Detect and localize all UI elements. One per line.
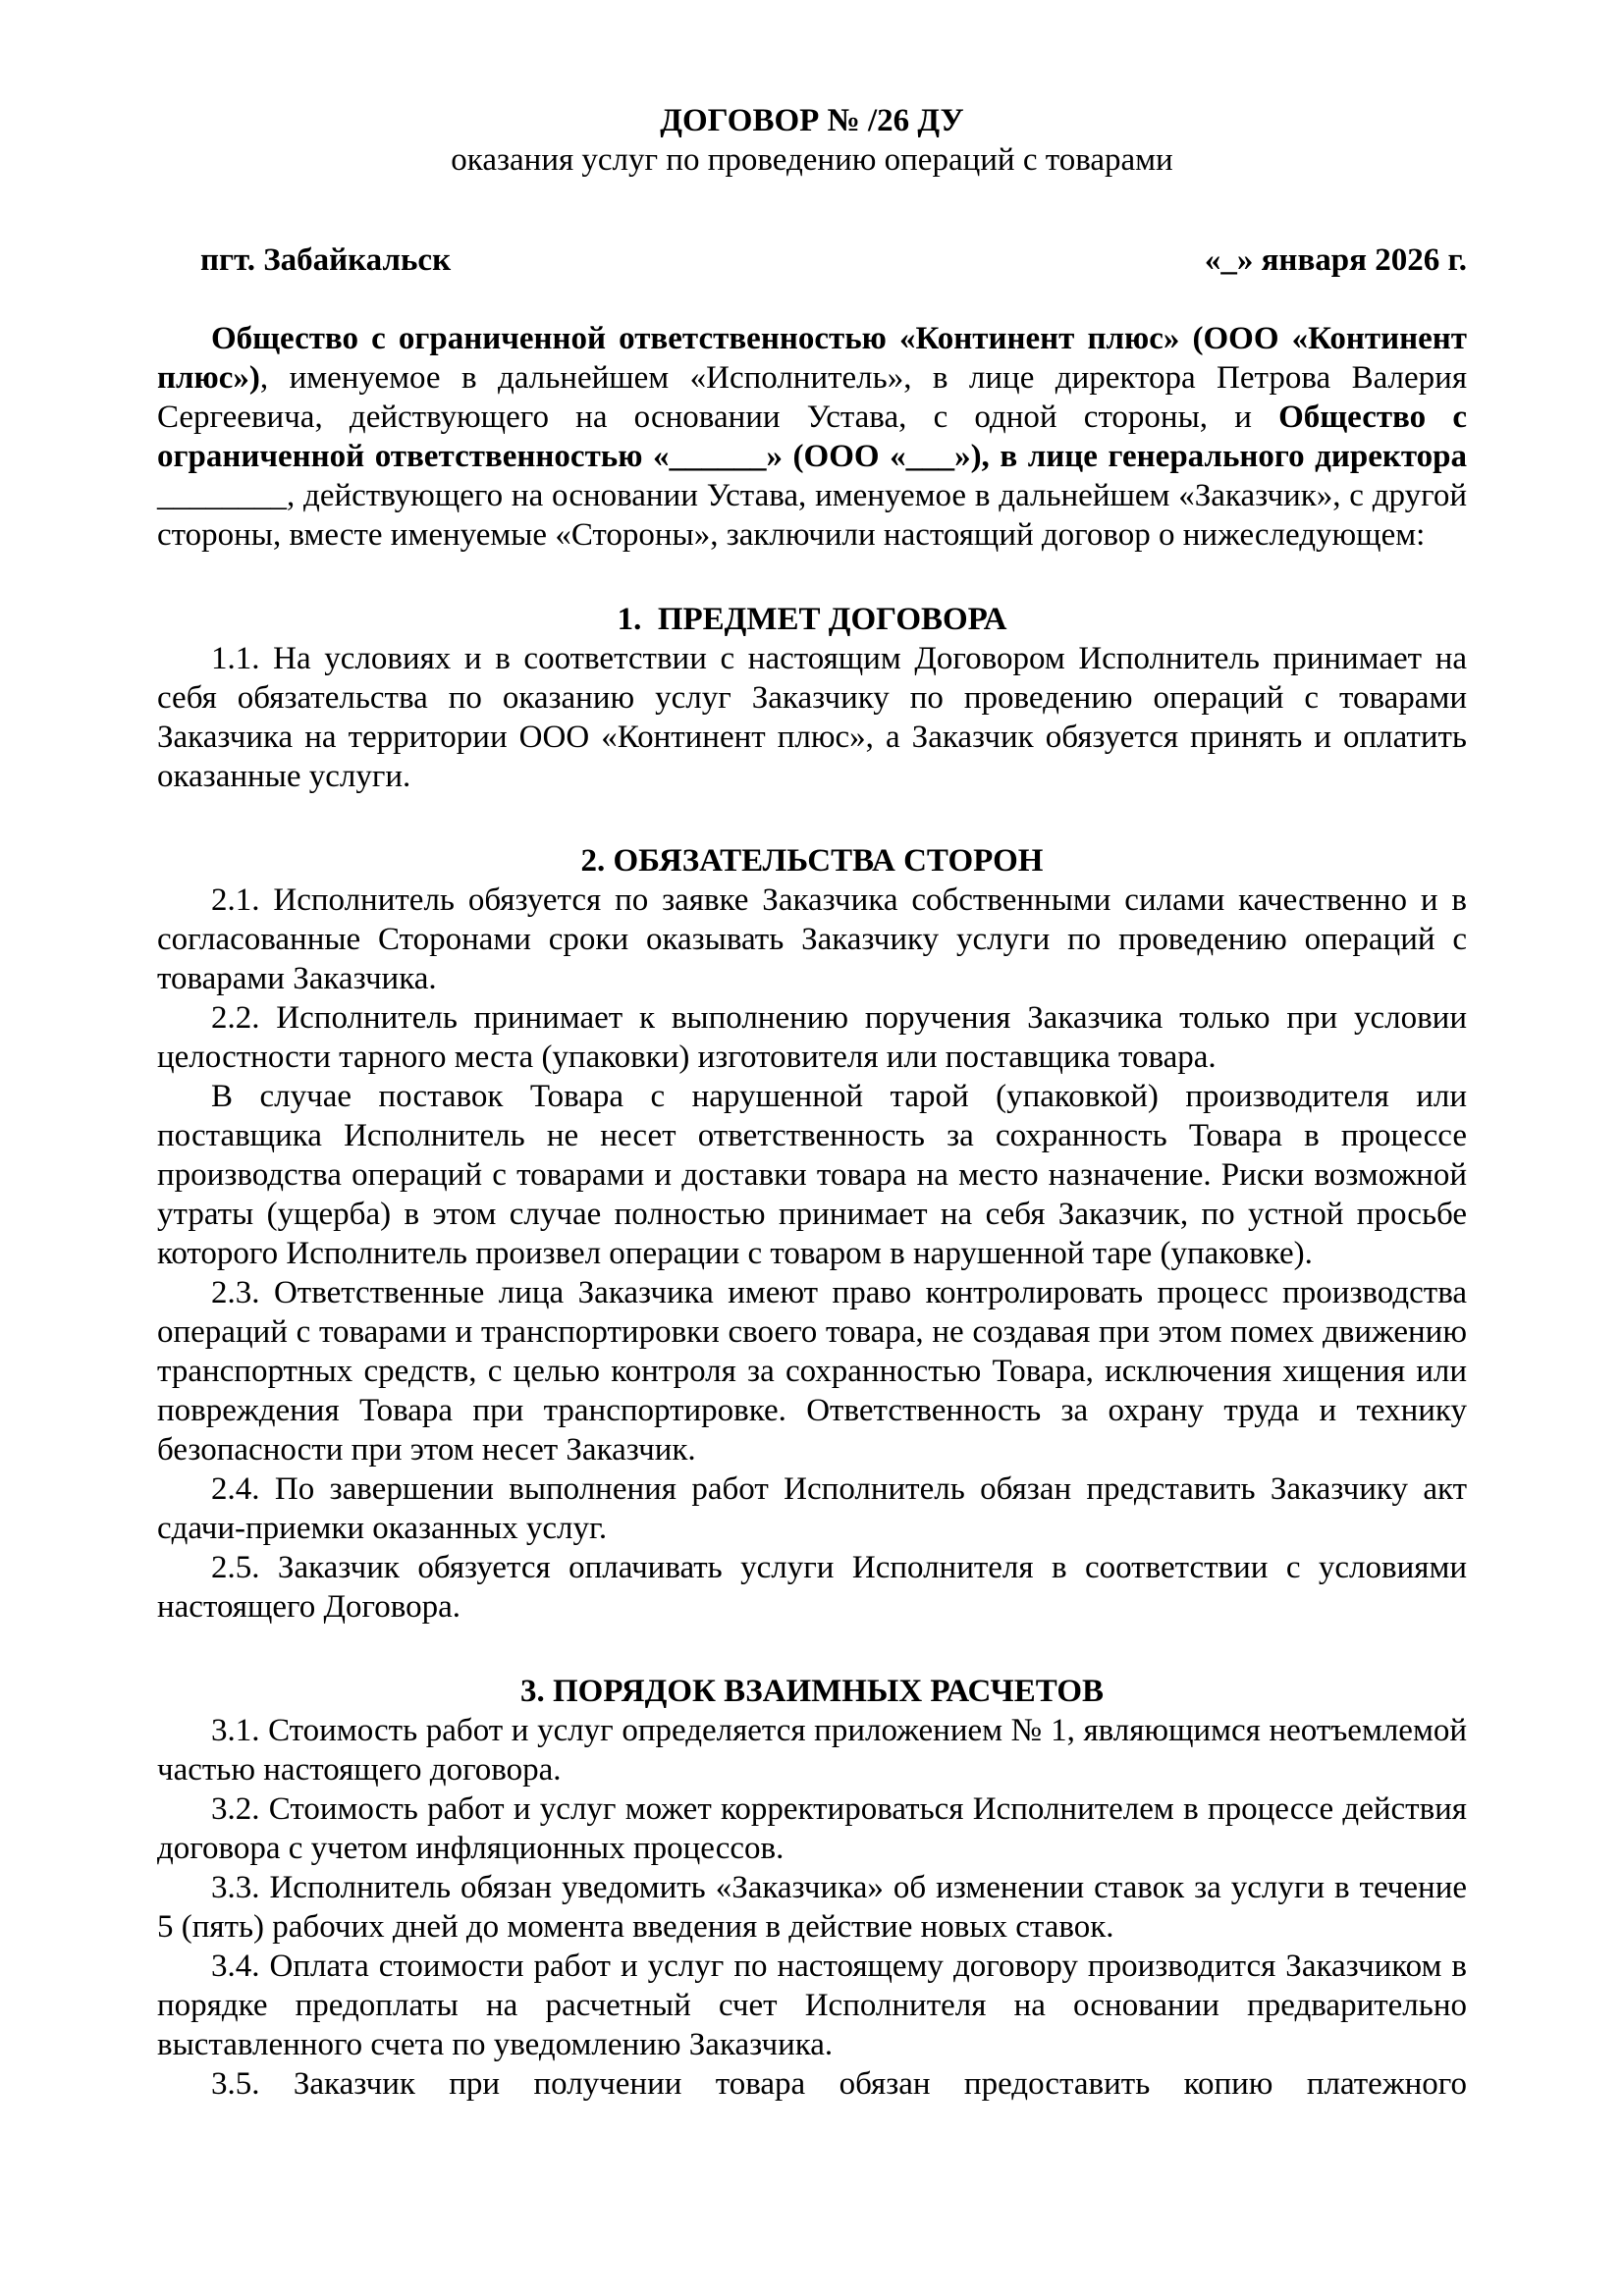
clause-2-2: 2.2. Исполнитель принимает к выполнению поручения Заказчика только при условии целостности тарного места (упаковки) изготовителя или поставщика товара.	[157, 1000, 1467, 1075]
section-heading-3: 3. ПОРЯДОК ВЗАИМНЫХ РАСЧЕТОВ	[519, 1674, 1105, 1709]
clause-2-5: 2.5. Заказчик обязуется оплачивать услуги Исполнителя в соответствии с условиями настоящего Договора.	[157, 1550, 1467, 1625]
preamble-text-customer: ________, действующего на основании Устава, именуемое в дальнейшем «Заказчик», с другой стороны, вместе именуемые «Стороны», заключили настоящий договор о нижеследующем:	[157, 478, 1467, 553]
clause-3-3: 3.3. Исполнитель обязан уведомить «Заказчика» об изменении ставок за услуги в течение 5 (пять) рабочих дней до момента введения в действие новых ставок.	[157, 1870, 1467, 1945]
clause-2-1: 2.1. Исполнитель обязуется по заявке Заказчика собственными силами качественно и в согласованные Сторонами сроки оказывать Заказчику услуги по проведению операций с товарами Заказчика.	[157, 882, 1467, 996]
date-label: «_» января 2026 г.	[1204, 242, 1467, 278]
clause-2-3: 2.3. Ответственные лица Заказчика имеют право контролировать процесс производства операций с товарами и транспортировки своего товара, не создавая при этом помех движению транспортных средств, с целью контроля за сохранностью Товара, исключения хищения или повреждения Товара при транспортировке. Ответственность за охрану труда и технику безопасности при этом несет Заказчик.	[157, 1275, 1467, 1468]
section-heading-1: 1. ПРЕДМЕТ ДОГОВОРА	[617, 602, 1007, 637]
section-heading-2: 2. ОБЯЗАТЕЛЬСТВА СТОРОН	[580, 843, 1044, 879]
preamble-bold-customer: Общество с ограниченной ответственностью «______» (ООО «___»), в лице генерального директора	[157, 400, 1467, 474]
preamble-bold-executor: Общество с ограниченной ответственностью «Континент плюс» (ООО «Континент плюс»)	[157, 321, 1467, 396]
document-title: ДОГОВОР № /26 ДУ	[660, 103, 964, 138]
document-subtitle: оказания услуг по проведению операций с товарами	[451, 142, 1173, 178]
clause-3-5: 3.5. Заказчик при получении товара обязан предоставить копию платежного	[211, 2066, 1467, 2102]
place-date-row	[157, 240, 1467, 280]
place-label: пгт. Забайкальск	[200, 242, 452, 278]
preamble-text-executor: , именуемое в дальнейшем «Исполнитель», в лице директора Петрова Валерия Сергеевича, действующего на основании Устава, с одной стороны, и	[157, 360, 1467, 435]
clause-2-4: 2.4. По завершении выполнения работ Исполнитель обязан представить Заказчику акт сдачи-приемки оказанных услуг.	[157, 1471, 1467, 1546]
clause-1-1: 1.1. На условиях и в соответствии с настоящим Договором Исполнитель принимает на себя обязательства по оказанию услуг Заказчику по проведению операций с товарами Заказчика на территории ООО «Континент плюс», а Заказчик обязуется принять и оплатить оказанные услуги.	[157, 641, 1467, 794]
preamble-paragraph	[157, 319, 1467, 555]
clause-2-2-continuation: В случае поставок Товара с нарушенной тарой (упаковкой) производителя или поставщика Исполнитель не несет ответственность за сохранность Товара в процессе производства операций с товарами и доставки товара на место назначение. Риски возможной утраты (ущерба) в этом случае полностью принимает на себя Заказчик, по устной просьбе которого Исполнитель произвел операции с товаром в нарушенной таре (упаковке).	[157, 1079, 1467, 1271]
clause-3-4: 3.4. Оплата стоимости работ и услуг по настоящему договору производится Заказчиком в порядке предоплаты на расчетный счет Исполнителя на основании предварительно выставленного счета по уведомлению Заказчика.	[157, 1949, 1467, 2062]
clause-3-1: 3.1. Стоимость работ и услуг определяется приложением № 1, являющимся неотъемлемой частью настоящего договора.	[157, 1713, 1467, 1788]
clause-3-2: 3.2. Стоимость работ и услуг может корректироваться Исполнителем в процессе действия договора с учетом инфляционных процессов.	[157, 1791, 1467, 1866]
